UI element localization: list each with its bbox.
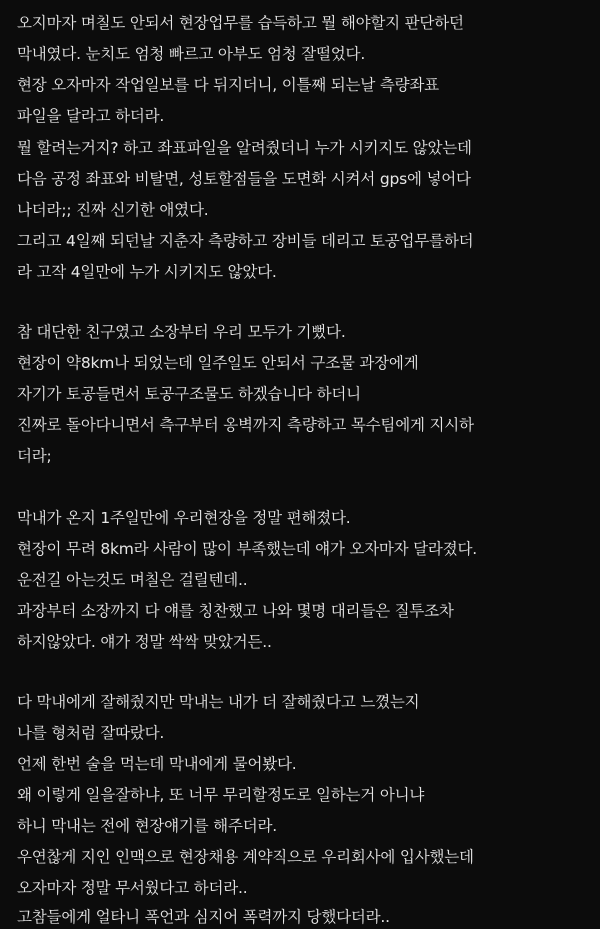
- text-line: 더라;: [17, 447, 52, 465]
- text-line: 오자마자 정말 무서웠다고 하더라..: [17, 879, 248, 897]
- text-line: 라 고작 4일만에 누가 시키지도 않았다.: [17, 263, 277, 281]
- text-line: 오지마자 며칠도 안되서 현장업무를 습득하고 뭘 해야할지 판단하던: [17, 14, 464, 32]
- text-line: 과장부터 소장까지 다 얘를 칭찬했고 나와 몇명 대리들은 질투조차: [17, 602, 454, 620]
- text-line: 운전길 아는것도 며칠은 걸릴텐데..: [17, 571, 248, 589]
- text-line: 고참들에게 얼타니 폭언과 심지어 폭력까지 당했다더라..: [17, 908, 390, 926]
- text-line: 참 대단한 친구였고 소장부터 우리 모두가 기뻤다.: [17, 323, 346, 341]
- text-line: 막내가 온지 1주일만에 우리현장을 정말 편해졌다.: [17, 509, 351, 527]
- text-line: 다 막내에게 잘해줬지만 막내는 내가 더 잘해줬다고 느꼈는지: [17, 693, 420, 711]
- text-line: 진짜로 돌아다니면서 측구부터 옹벽까지 측량하고 목수팀에게 지시하: [17, 416, 474, 434]
- text-line: 언제 한번 술을 먹는데 막내에게 물어봤다.: [17, 755, 297, 773]
- text-line: 하지않았다. 얘가 정말 싹싹 맞았거든..: [17, 633, 272, 651]
- text-line: 왜 이렇게 일을잘하냐, 또 너무 무리할정도로 일하는거 아니냐: [17, 786, 425, 804]
- text-line: 현장이 무려 8km라 사람이 많이 부족했는데 얘가 오자마자 달라졌다.: [17, 540, 477, 558]
- text-line: 현장이 약8km나 되었는데 일주일도 안되서 구조물 과장에게: [17, 354, 419, 372]
- text-line: 현장 오자마자 작업일보를 다 뒤지더니, 이틀째 되는날 측량좌표: [17, 76, 439, 94]
- text-line: 나를 형처럼 잘따랐다.: [17, 724, 165, 742]
- text-line: 막내였다. 눈치도 엄청 빠르고 아부도 엄청 잘떨었다.: [17, 45, 366, 63]
- text-line: 나더라;; 진짜 신기한 애였다.: [17, 201, 209, 219]
- text-line: 하니 막내는 전에 현장얘기를 해주더라.: [17, 817, 278, 835]
- text-line: 자기가 토공들면서 토공구조물도 하겠습니다 하더니: [17, 385, 361, 403]
- text-line: 뭘 할려는거지? 하고 좌표파일을 알려줬더니 누가 시키지도 않았는데: [17, 139, 472, 157]
- text-line: 다음 공정 좌표와 비탈면, 성토할점들을 도면화 시켜서 gps에 넣어다: [17, 170, 471, 188]
- text-line: 그리고 4일째 되던날 지춘자 측량하고 장비들 데리고 토공업무를하더: [17, 232, 474, 250]
- text-line: 파일을 달라고 하더라.: [17, 107, 165, 125]
- text-line: 우연찮게 지인 인맥으로 현장채용 계약직으로 우리회사에 입사했는데: [17, 848, 474, 866]
